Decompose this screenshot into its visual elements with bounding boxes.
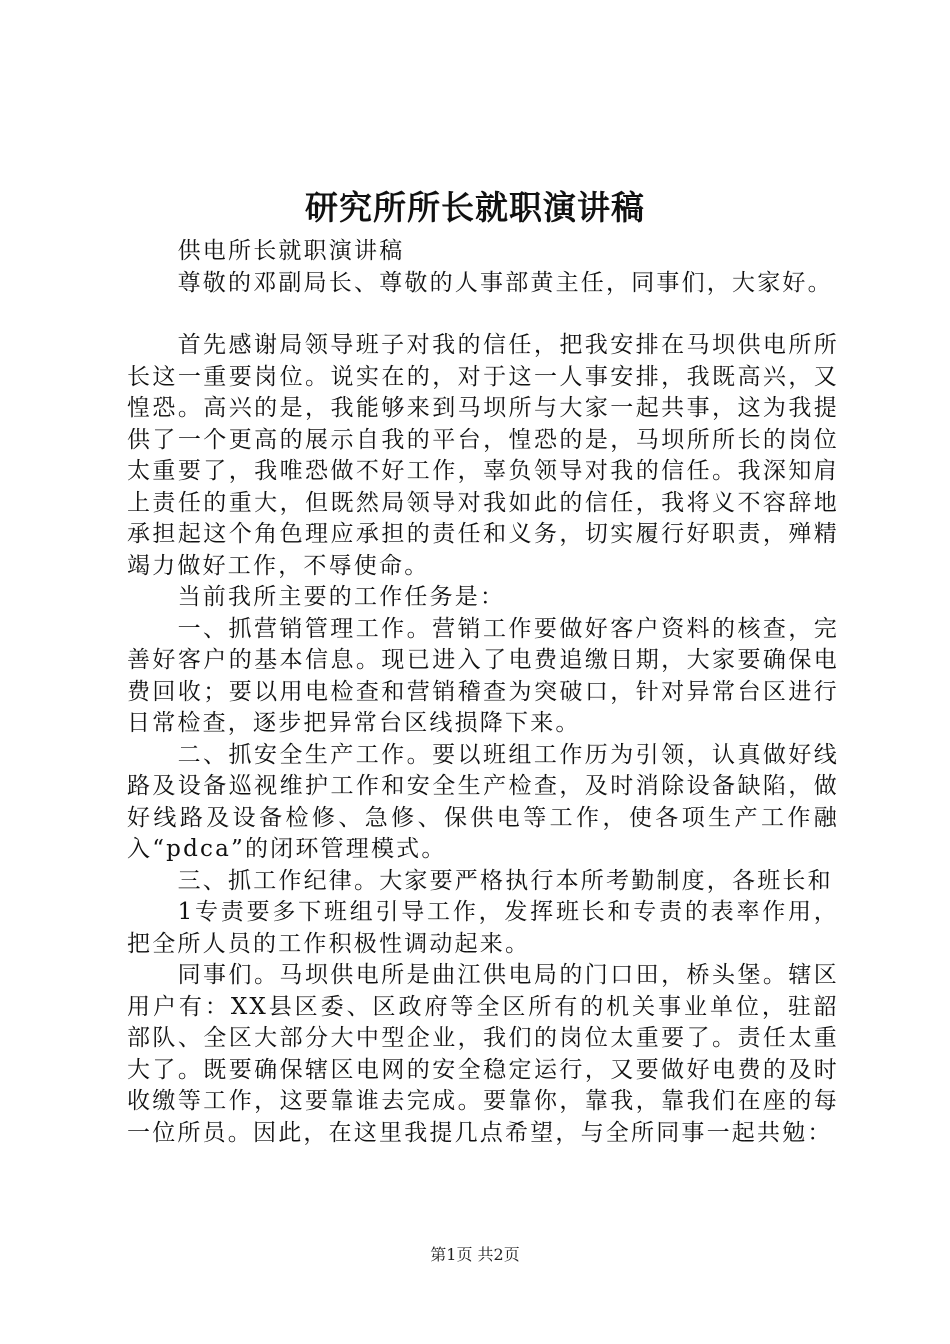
paragraph-colleagues: 同事们。马坝供电所是曲江供电局的门口田，桥头堡。辖区用户有：XX县区委、区政府等全区所有的机关事业单位，驻韶部队、全区大部分大中型企业，我们的岗位太重要了。责任太重大了。既要确保辖区电网的安全稳定运行，又要做好电费的及时收缴等工作，这要靠谁去完成。要靠你，靠我，靠我们在座的每一位所员。因此，在这里我提几点希望，与全所同事一起共勉： bbox=[127, 962, 839, 1146]
paragraph-task-discipline: 三、抓工作纪律。大家要严格执行本所考勤制度，各班长和 bbox=[177, 867, 833, 894]
paragraph-thanks: 首先感谢局领导班子对我的信任，把我安排在马坝供电所所长这一重要岗位。说实在的，对于这一人事安排，我既高兴，又惶恐。高兴的是，我能够来到马坝所与大家一起共事，这为我提供了一个更高的展示自我的平台，惶恐的是，马坝所所长的岗位太重要了，我唯恐做不好工作，辜负领导对我的信任。我深知肩上责任的重大，但既然局领导对我如此的信任，我将义不容辞地承担起这个角色理应承担的责任和义务，切实履行好职责，殚精竭力做好工作，不辱使命。 bbox=[127, 332, 839, 579]
page-number: 第1页 共2页 bbox=[430, 1245, 520, 1264]
paragraph-subtitle: 供电所长就职演讲稿 bbox=[177, 238, 405, 264]
document-body bbox=[127, 236, 839, 1149]
paragraph-task-safety: 二、抓安全生产工作。要以班组工作历为引领，认真做好线路及设备巡视维护工作和安全生产检查，及时消除设备缺陷，做好线路及设备检修、急修、保供电等工作，使各项生产工作融入“pdca”的闭环管理模式。 bbox=[127, 741, 839, 862]
paragraph-task-marketing: 一、抓营销管理工作。营销工作要做好客户资料的核查，完善好客户的基本信息。现已进入了电费追缴日期，大家要确保电费回收；要以用电检查和营销稽查为突破口，针对异常台区进行日常检查，逐步把异常台区线损降下来。 bbox=[127, 615, 839, 736]
document-title: 研究所所长就职演讲稿 bbox=[305, 188, 645, 227]
paragraph-task-discipline-cont: 1专责要多下班组引导工作，发挥班长和专责的表率作用，把全所人员的工作积极性调动起来。 bbox=[127, 899, 839, 957]
paragraph-tasks-intro: 当前我所主要的工作任务是： bbox=[177, 584, 506, 610]
paragraph-greeting: 尊敬的邓副局长、尊敬的人事部黄主任，同事们，大家好。 bbox=[177, 269, 833, 296]
